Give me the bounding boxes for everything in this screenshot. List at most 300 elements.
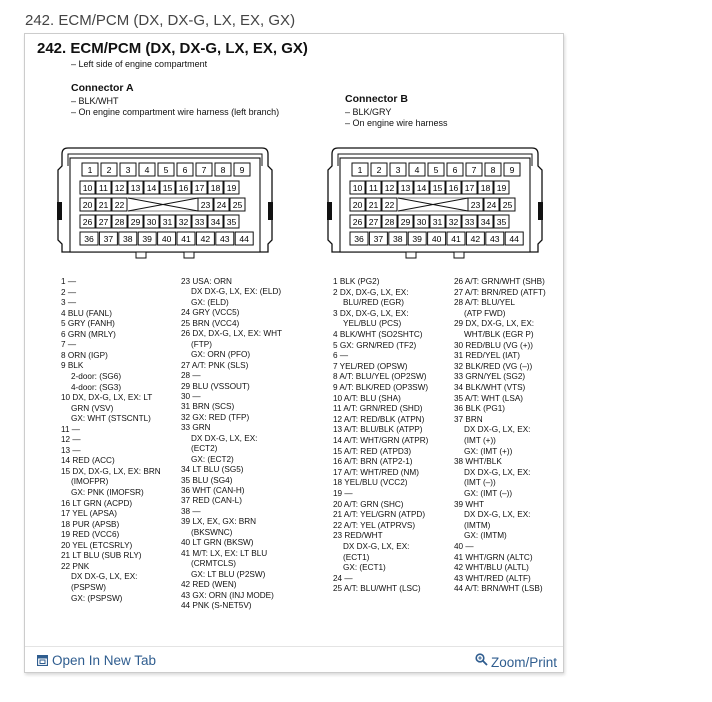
- svg-text:3: 3: [395, 164, 401, 175]
- col4-line: (ATP FWD): [464, 308, 506, 318]
- svg-text:5: 5: [163, 164, 169, 175]
- col3-line: 2 DX, DX-G, LX, EX:: [333, 287, 409, 297]
- connector-b-pin-28: [382, 215, 397, 228]
- col2-line: (BKSWNC): [191, 527, 233, 537]
- col1-line: 4 BLU (FANL): [61, 308, 112, 318]
- col2-line: 34 LT BLU (SG5): [181, 465, 244, 475]
- col2-line: (CRMTCLS): [191, 559, 237, 569]
- svg-text:38: 38: [393, 233, 403, 244]
- col3-line: 7 YEL/RED (OPSW): [333, 361, 408, 371]
- col1-line: 15 DX, DX-G, LX, EX: BRN: [61, 466, 161, 476]
- svg-text:16: 16: [448, 182, 459, 193]
- svg-text:38: 38: [123, 233, 133, 244]
- col4-line: 30 RED/BLU (VG (+)): [454, 340, 533, 350]
- svg-text:18: 18: [480, 182, 491, 193]
- col3-line: (ECT1): [343, 552, 370, 562]
- svg-text:34: 34: [210, 216, 221, 227]
- connector-a-pin-5: [158, 163, 174, 176]
- col2-line: GX: LT BLU (P2SW): [191, 569, 266, 579]
- svg-text:30: 30: [416, 216, 427, 227]
- col3-line: 3 DX, DX-G, LX, EX:: [333, 308, 409, 318]
- col1-line: 1 —: [61, 277, 77, 286]
- connector-b-pin-1: [352, 163, 368, 176]
- connector-b-pin-6: [447, 163, 463, 176]
- col4-line: 27 A/T: BRN/RED (ATFT): [454, 287, 546, 297]
- svg-text:34: 34: [480, 216, 491, 227]
- col3-line: 24 —: [333, 573, 353, 583]
- connector-a-pin-8: [215, 163, 231, 176]
- connector-b-pin-8: [485, 163, 501, 176]
- svg-text:33: 33: [464, 216, 475, 227]
- col3-line: 23 RED/WHT: [333, 531, 383, 541]
- connector-b-pin-20: [350, 198, 365, 211]
- col1-line: (IMOFPR): [71, 477, 109, 487]
- connector-a-pin-9: [234, 163, 250, 176]
- svg-text:4: 4: [414, 164, 420, 175]
- connector-a-pin-37: [99, 232, 117, 245]
- col1-line: 21 LT BLU (SUB RLY): [61, 551, 142, 561]
- col1-line: GRN (VSV): [71, 403, 114, 413]
- zoom-print-label: Zoom/Print: [490, 655, 557, 670]
- svg-text:39: 39: [412, 233, 422, 244]
- connector-a-pin-32: [176, 215, 191, 228]
- col2-line: 23 USA: ORN: [181, 277, 232, 286]
- connector-a-pin-43: [216, 232, 234, 245]
- svg-text:37: 37: [373, 233, 384, 244]
- svg-text:44: 44: [239, 233, 249, 244]
- svg-text:22: 22: [114, 199, 125, 210]
- svg-text:16: 16: [178, 182, 189, 193]
- col2-line: 44 PNK (S-NET5V): [181, 600, 252, 610]
- col4-line: DX DX-G, LX, EX:: [464, 510, 531, 520]
- col1-line: 5 GRY (FANH): [61, 319, 115, 329]
- svg-text:8: 8: [220, 164, 226, 175]
- col2-line: 26 DX, DX-G, LX, EX: WHT: [181, 329, 283, 339]
- col2-line: DX DX-G, LX, EX:: [191, 433, 258, 443]
- svg-text:40: 40: [161, 233, 172, 244]
- svg-text:7: 7: [201, 164, 207, 175]
- col3-line: 21 A/T: YEL/GRN (ATPD): [333, 510, 426, 520]
- connector-b-pin-30: [414, 215, 429, 228]
- open-in-new-tab-label: Open In New Tab: [52, 653, 157, 668]
- svg-text:15: 15: [432, 182, 443, 193]
- connector-b-pin-26: [350, 215, 365, 228]
- svg-text:28: 28: [114, 216, 125, 227]
- connector-a-pin-19: [224, 181, 239, 194]
- svg-text:12: 12: [114, 182, 125, 193]
- open-in-new-tab-link[interactable]: [37, 653, 156, 669]
- col3-line: 11 A/T: GRN/RED (SHD): [333, 404, 423, 414]
- svg-text:44: 44: [509, 233, 519, 244]
- svg-text:11: 11: [369, 182, 378, 193]
- col4-line: (IMTM): [464, 520, 491, 530]
- col2-line: 25 BRN (VCC4): [181, 318, 240, 328]
- connector-b-pin-37: [369, 232, 387, 245]
- svg-text:22: 22: [384, 199, 395, 210]
- col2-line: 40 LT GRN (BKSW): [181, 538, 254, 548]
- col2-line: GX: ORN (PFO): [191, 350, 251, 360]
- connector-b-pin-16: [446, 181, 461, 194]
- col3-line: 9 A/T: BLK/RED (OP3SW): [333, 383, 429, 392]
- col3-line: GX: (ECT1): [343, 563, 386, 573]
- zoom-print-link[interactable]: [475, 653, 557, 670]
- svg-text:20: 20: [352, 199, 363, 210]
- col1-line: 11 —: [61, 424, 80, 434]
- col3-line: 20 A/T: GRN (SHC): [333, 499, 404, 509]
- connector-a-pin-34: [208, 215, 223, 228]
- connector-b-pin-14: [414, 181, 429, 194]
- svg-text:21: 21: [98, 199, 109, 210]
- svg-text:42: 42: [470, 233, 481, 244]
- connector-a-pin-1: [82, 163, 98, 176]
- col2-line: (ECT2): [191, 444, 218, 454]
- col2-line: 30 —: [181, 391, 201, 401]
- svg-text:12: 12: [384, 182, 395, 193]
- col4-line: 41 WHT/GRN (ALTC): [454, 552, 533, 562]
- col3-line: 12 A/T: RED/BLK (ATPN): [333, 414, 425, 424]
- col3-line: 6 —: [333, 351, 349, 361]
- col1-line: 14 RED (ACC): [61, 456, 115, 466]
- svg-text:21: 21: [368, 199, 379, 210]
- col2-line: 43 GX: ORN (INJ MODE): [181, 590, 274, 600]
- col1-line: 17 YEL (APSA): [61, 509, 117, 519]
- connector-b-pin-32: [446, 215, 461, 228]
- connector-a-pin-27: [96, 215, 111, 228]
- col2-line: 41 M/T: LX, EX: LT BLU: [181, 548, 268, 558]
- svg-text:26: 26: [82, 216, 93, 227]
- svg-text:41: 41: [181, 233, 191, 244]
- connector-a-pin-29: [128, 215, 143, 228]
- col3-line: 15 A/T: RED (ATPD3): [333, 446, 412, 456]
- svg-text:25: 25: [502, 199, 513, 210]
- svg-text:28: 28: [384, 216, 395, 227]
- col3-line: 16 A/T: BRN (ATP2-1): [333, 457, 413, 467]
- connector-b-pin-11: [366, 181, 381, 194]
- connector-b-pin-7: [466, 163, 482, 176]
- col4-line: (IMT (–)): [464, 478, 496, 488]
- col4-line: 35 A/T: WHT (LSA): [454, 393, 524, 403]
- connector-a-pin-28: [112, 215, 127, 228]
- connector-b-title: Connector B: [345, 93, 408, 105]
- col1-line: 2 —: [61, 287, 77, 297]
- svg-text:41: 41: [451, 233, 461, 244]
- svg-text:36: 36: [84, 233, 94, 244]
- connector-a-pin-35: [224, 215, 239, 228]
- connector-a-pin-24: [214, 198, 229, 211]
- col4-line: 38 WHT/BLK: [454, 457, 502, 467]
- col2-line: 32 GX: RED (TFP): [181, 412, 250, 422]
- connector-a-pin-33: [192, 215, 207, 228]
- col3-line: 17 A/T: WHT/RED (NM): [333, 467, 419, 477]
- col1-line: DX DX-G, LX, EX:: [71, 572, 138, 582]
- svg-text:3: 3: [125, 164, 131, 175]
- connector-b-pin-15: [430, 181, 445, 194]
- svg-text:24: 24: [216, 199, 227, 210]
- col4-line: GX: (IMTM): [464, 531, 507, 541]
- svg-text:19: 19: [226, 182, 237, 193]
- col2-line: 31 BRN (SCS): [181, 402, 235, 412]
- col3-line: 5 GX: GRN/RED (TF2): [333, 340, 417, 350]
- svg-text:35: 35: [496, 216, 507, 227]
- col3-line: 10 A/T: BLU (SHA): [333, 393, 401, 403]
- connector-b-location: – On engine wire harness: [345, 118, 448, 128]
- connector-b-pin-27: [366, 215, 381, 228]
- connector-a-diagram: [56, 144, 274, 262]
- col1-line: 13 —: [61, 445, 81, 455]
- col4-line: GX: (IMT (+)): [464, 446, 513, 456]
- connector-b-pin-29: [398, 215, 413, 228]
- col1-line: 10 DX, DX-G, LX, EX: LT: [61, 393, 153, 403]
- col1-line: 7 —: [61, 340, 77, 350]
- connector-b-pin-39: [408, 232, 426, 245]
- connector-b-pin-24: [484, 198, 499, 211]
- connector-a-pin-36: [80, 232, 98, 245]
- col2-line: 24 GRY (VCC5): [181, 308, 240, 318]
- connector-b-pin-3: [390, 163, 406, 176]
- col3-line: 14 A/T: WHT/GRN (ATPR): [333, 436, 429, 445]
- connector-a-pin-13: [128, 181, 143, 194]
- connector-a-pin-40: [158, 232, 176, 245]
- magnifier-icon: [475, 653, 488, 669]
- svg-text:31: 31: [432, 216, 443, 227]
- connector-b-pin-19: [494, 181, 509, 194]
- svg-text:7: 7: [471, 164, 477, 175]
- connector-b-pin-17: [462, 181, 477, 194]
- col4-line: 36 BLK (PG1): [454, 404, 505, 414]
- col1-line: (PSPSW): [71, 582, 107, 592]
- col1-line: 20 YEL (ETCSRLY): [61, 540, 133, 550]
- svg-text:37: 37: [103, 233, 114, 244]
- svg-text:33: 33: [194, 216, 205, 227]
- col1-line: 2-door: (SG6): [71, 371, 122, 381]
- connector-b-pin-4: [409, 163, 425, 176]
- connector-a-pin-31: [160, 215, 175, 228]
- col4-line: 39 WHT: [454, 499, 485, 509]
- svg-text:18: 18: [210, 182, 221, 193]
- svg-text:2: 2: [106, 164, 112, 175]
- col1-line: GX: WHT (STSCNTL): [71, 414, 151, 424]
- col4-line: 34 BLK/WHT (VTS): [454, 383, 526, 392]
- svg-text:11: 11: [99, 182, 108, 193]
- col3-line: 19 —: [333, 489, 353, 498]
- connector-a-pin-16: [176, 181, 191, 194]
- connector-a-pin-38: [119, 232, 137, 245]
- svg-text:36: 36: [354, 233, 364, 244]
- connector-b-pin-36: [350, 232, 368, 245]
- col1-line: 3 —: [61, 298, 77, 308]
- svg-text:29: 29: [130, 216, 141, 227]
- connector-a-pin-30: [144, 215, 159, 228]
- connector-a-pin-21: [96, 198, 111, 211]
- connector-a-color: – BLK/WHT: [71, 96, 119, 106]
- connector-a-pin-11: [96, 181, 111, 194]
- col4-line: 32 BLK/RED (VG (–)): [454, 361, 533, 371]
- col4-line: 40 —: [454, 542, 474, 551]
- svg-text:14: 14: [146, 182, 157, 193]
- col1-line: 9 BLK: [61, 361, 84, 371]
- col4-line: WHT/BLK (EGR P): [464, 330, 534, 339]
- document-subtitle: – Left side of engine compartment: [71, 59, 208, 69]
- connector-b-pin-22: [382, 198, 397, 211]
- connector-b-pin-42: [466, 232, 484, 245]
- svg-text:43: 43: [220, 233, 230, 244]
- col4-line: 26 A/T: GRN/WHT (SHB): [454, 277, 545, 286]
- col2-line: GX: (ECT2): [191, 454, 234, 464]
- connector-b-pin-44: [505, 232, 523, 245]
- connector-a-pin-6: [177, 163, 193, 176]
- svg-text:32: 32: [448, 216, 459, 227]
- connector-b-pin-41: [447, 232, 465, 245]
- connector-a-pin-39: [138, 232, 156, 245]
- col1-line: GX: PNK (IMOFSR): [71, 488, 144, 497]
- col2-line: 42 RED (WEN): [181, 580, 237, 590]
- col2-line: 36 WHT (CAN-H): [181, 486, 245, 495]
- connector-b-pin-25: [500, 198, 515, 211]
- connector-b-pin-38: [389, 232, 407, 245]
- svg-text:13: 13: [130, 182, 141, 193]
- svg-text:6: 6: [452, 164, 458, 175]
- connector-a-pin-25: [230, 198, 245, 211]
- svg-text:14: 14: [416, 182, 427, 193]
- col4-line: 43 WHT/RED (ALTF): [454, 573, 531, 583]
- connector-b-pin-12: [382, 181, 397, 194]
- connector-b-pin-18: [478, 181, 493, 194]
- svg-text:13: 13: [400, 182, 411, 193]
- connector-b-pin-9: [504, 163, 520, 176]
- col1-line: 8 ORN (IGP): [61, 350, 108, 360]
- svg-text:2: 2: [376, 164, 382, 175]
- page-title: 242. ECM/PCM (DX, DX-G, LX, EX, GX): [25, 12, 296, 29]
- col3-line: DX DX-G, LX, EX:: [343, 542, 410, 551]
- col3-line: 13 A/T: BLU/BLK (ATPP): [333, 425, 423, 435]
- connector-b-diagram: [326, 144, 544, 262]
- col3-line: BLU/RED (EGR): [343, 298, 404, 308]
- col4-line: DX DX-G, LX, EX:: [464, 425, 531, 435]
- svg-text:31: 31: [162, 216, 173, 227]
- svg-text:9: 9: [509, 164, 515, 175]
- connector-b-pin-5: [428, 163, 444, 176]
- connector-a-pin-20: [80, 198, 95, 211]
- col3-line: 8 A/T: BLU/YEL (OP2SW): [333, 372, 427, 382]
- col2-line: 27 A/T: PNK (SLS): [181, 360, 249, 370]
- svg-text:10: 10: [82, 182, 93, 193]
- col2-line: (FTP): [191, 339, 212, 349]
- svg-text:40: 40: [431, 233, 442, 244]
- svg-text:26: 26: [352, 216, 363, 227]
- connector-b-pin-2: [371, 163, 387, 176]
- connector-a-pin-26: [80, 215, 95, 228]
- col4-line: 42 WHT/BLU (ALTL): [454, 563, 529, 573]
- svg-text:42: 42: [200, 233, 211, 244]
- connector-a-pin-14: [144, 181, 159, 194]
- connector-a-location: – On engine compartment wire harness (left branch): [71, 107, 280, 117]
- col3-line: 25 A/T: BLU/WHT (LSC): [333, 584, 421, 594]
- col1-line: 12 —: [61, 435, 81, 445]
- svg-text:6: 6: [182, 164, 188, 175]
- svg-text:1: 1: [87, 164, 93, 175]
- connector-b-pin-35: [494, 215, 509, 228]
- svg-text:43: 43: [490, 233, 500, 244]
- connector-b-pin-21: [366, 198, 381, 211]
- svg-text:25: 25: [232, 199, 243, 210]
- col2-line: 33 GRN: [181, 423, 211, 433]
- col2-line: 29 BLU (VSSOUT): [181, 381, 250, 391]
- col4-line: GX: (IMT (–)): [464, 489, 513, 498]
- svg-text:24: 24: [486, 199, 497, 210]
- connector-a-pin-15: [160, 181, 175, 194]
- col1-line: GX: (PSPSW): [71, 593, 123, 603]
- svg-text:17: 17: [464, 182, 475, 193]
- connector-a-pin-18: [208, 181, 223, 194]
- col2-line: 39 LX, EX, GX: BRN: [181, 517, 257, 527]
- col2-line: 35 BLU (SG4): [181, 475, 233, 485]
- col4-line: 29 DX, DX-G, LX, EX:: [454, 319, 535, 329]
- svg-text:23: 23: [470, 199, 481, 210]
- svg-text:8: 8: [490, 164, 496, 175]
- col1-line: 22 PNK: [61, 561, 90, 571]
- col4-line: 37 BRN: [454, 414, 483, 424]
- connector-b-pin-13: [398, 181, 413, 194]
- svg-text:20: 20: [82, 199, 93, 210]
- connector-b-pin-34: [478, 215, 493, 228]
- new-tab-icon: [37, 654, 48, 669]
- connector-a-pin-44: [235, 232, 253, 245]
- connector-b-pin-33: [462, 215, 477, 228]
- col2-line: 38 —: [181, 506, 201, 516]
- col1-line: 4-door: (SG3): [71, 382, 122, 392]
- col4-line: (IMT (+)): [464, 436, 496, 445]
- col4-line: 31 RED/YEL (IAT): [454, 351, 520, 361]
- connector-a-pin-23: [198, 198, 213, 211]
- svg-text:35: 35: [226, 216, 237, 227]
- svg-text:23: 23: [200, 199, 211, 210]
- connector-a-pin-7: [196, 163, 212, 176]
- connector-a-title: Connector A: [71, 82, 134, 94]
- svg-text:15: 15: [162, 182, 173, 193]
- connector-a-pin-22: [112, 198, 127, 211]
- connector-b-color: – BLK/GRY: [345, 107, 392, 117]
- col3-line: 1 BLK (PG2): [333, 277, 380, 286]
- col2-line: 28 —: [181, 371, 201, 381]
- col3-line: YEL/BLU (PCS): [343, 319, 402, 329]
- svg-text:29: 29: [400, 216, 411, 227]
- connector-a-pin-42: [196, 232, 214, 245]
- svg-text:19: 19: [496, 182, 507, 193]
- svg-text:4: 4: [144, 164, 150, 175]
- document-title: 242. ECM/PCM (DX, DX-G, LX, EX, GX): [37, 40, 308, 57]
- col2-line: DX DX-G, LX, EX: (ELD): [191, 287, 282, 297]
- col1-line: 6 GRN (MRLY): [61, 329, 116, 339]
- document-card: [24, 33, 564, 673]
- connector-a-pin-17: [192, 181, 207, 194]
- connector-a-pin-2: [101, 163, 117, 176]
- col1-line: 16 LT GRN (ACPD): [61, 498, 133, 508]
- col4-line: 44 A/T: BRN/WHT (LSB): [454, 584, 543, 594]
- connector-a-pin-12: [112, 181, 127, 194]
- svg-text:5: 5: [433, 164, 439, 175]
- connector-a-pin-3: [120, 163, 136, 176]
- col2-line: 37 RED (CAN-L): [181, 496, 242, 506]
- connector-b-pin-23: [468, 198, 483, 211]
- svg-text:1: 1: [357, 164, 363, 175]
- col4-line: 28 A/T: BLU/YEL: [454, 298, 515, 308]
- col1-line: 19 RED (VCC6): [61, 530, 120, 540]
- col4-line: DX DX-G, LX, EX:: [464, 467, 531, 477]
- connector-b-pin-40: [428, 232, 446, 245]
- connector-a-pin-41: [177, 232, 195, 245]
- col2-line: GX: (ELD): [191, 297, 229, 307]
- svg-text:32: 32: [178, 216, 189, 227]
